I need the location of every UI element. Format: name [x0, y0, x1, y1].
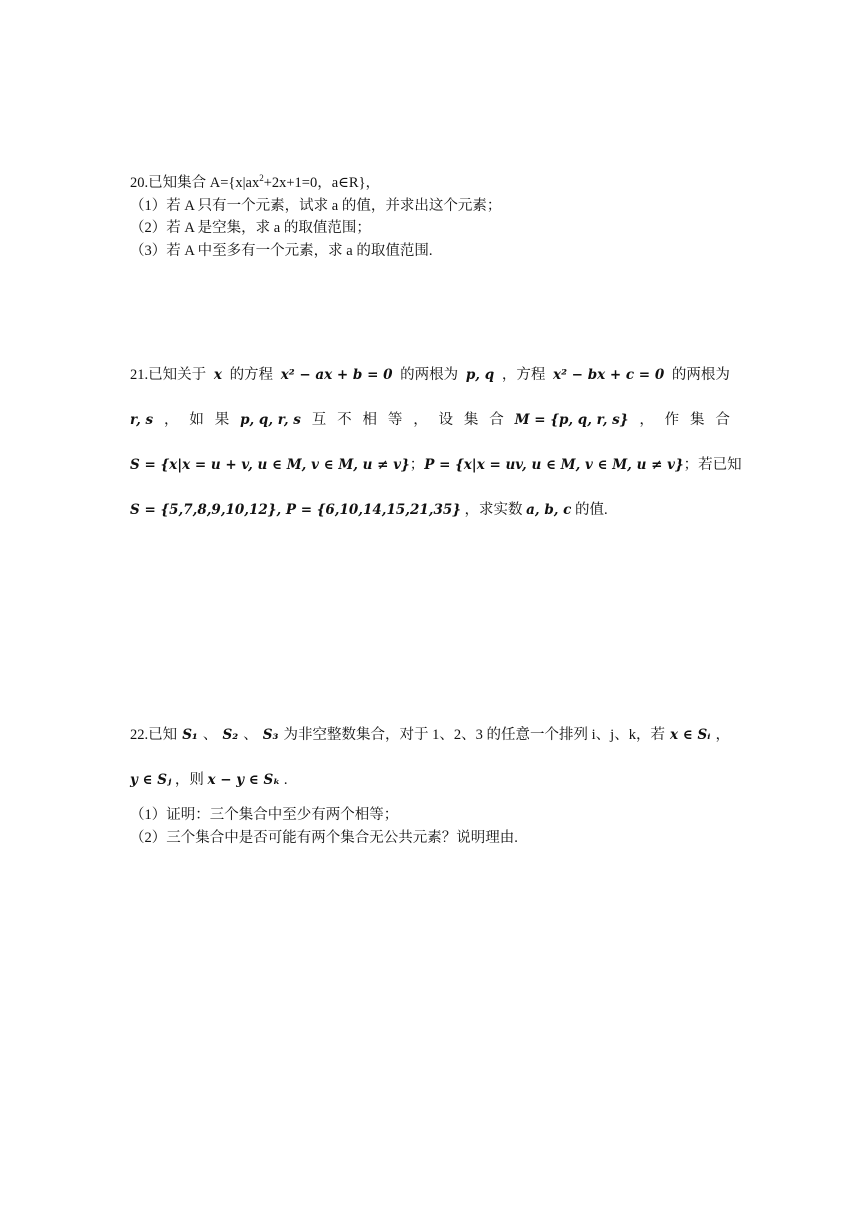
q21-text: ，方程	[501, 367, 546, 383]
q22-text: 、	[243, 727, 258, 743]
q21-line2	[130, 411, 730, 429]
q21-math-given-sets: S = {5,7,8,9,10,12}, P = {6,10,14,15,21,35}	[130, 502, 461, 518]
q21-math-set-s: S = {x|x = u + v, u ∈ M, v ∈ M, u ≠ v}	[130, 457, 410, 473]
q21-text: 作	[664, 412, 680, 428]
q22-text: .	[283, 772, 288, 788]
q22-line1	[130, 726, 730, 744]
q21-math-set-p: P = {x|x = uv, u ∈ M, v ∈ M, u ≠ v}	[424, 457, 684, 473]
q21-text: 的值.	[575, 502, 608, 518]
q21-line4	[130, 501, 730, 519]
q21-math-abc: a, b, c	[526, 502, 572, 518]
q21-text: 互	[311, 412, 327, 428]
q21-text: 的两根为	[400, 367, 459, 383]
q21-text: 等	[387, 412, 403, 428]
q21-math-set-m: M = {p, q, r, s}	[514, 412, 629, 428]
q21-math-rs: r, s	[130, 412, 154, 428]
q21-text: 合	[489, 412, 504, 428]
q21-text: 集	[463, 412, 479, 428]
q22-text: 22.已知	[130, 727, 178, 743]
q22-math-s2: S₂	[222, 727, 239, 743]
q21-text: ，求实数	[464, 502, 523, 518]
q22-text: ，	[715, 727, 730, 743]
q20-stem	[130, 174, 730, 192]
q21-text: ，	[413, 412, 428, 428]
q20-part2: （2）若 A 是空集，求 a 的取值范围；	[130, 220, 371, 236]
q22-math-s3: S₃	[262, 727, 279, 743]
q21-text: 21.已知关于	[130, 367, 207, 383]
q20-part1: （1）若 A 只有一个元素，试求 a 的值，并求出这个元素；	[130, 198, 502, 214]
q21-text: ；若已知	[683, 457, 742, 473]
q22-part2: （2）三个集合中是否可能有两个集合无公共元素？说明理由.	[130, 830, 518, 846]
q21-text: ，	[164, 412, 179, 428]
q22-math-y-in-sj: y ∈ Sⱼ	[130, 772, 172, 788]
q21-text: 设	[438, 412, 454, 428]
q21-text: 集	[690, 412, 705, 428]
q21-line1	[130, 366, 730, 384]
q21-text: 的两根为	[671, 367, 730, 383]
q20-stem-text-end: +2x+1=0，a∈R}，	[263, 175, 381, 191]
q20-exponent: 2	[259, 173, 264, 184]
q22-math-diff-in-sk: x − y ∈ Sₖ	[207, 772, 281, 788]
q22-text: 为非空整数集合，对于 1、2、3 的任意一个排列 i、j、k，若	[283, 727, 665, 743]
q21-text: 果	[214, 412, 230, 428]
q21-text: ，	[639, 412, 654, 428]
q21-math-pq: p, q	[465, 367, 495, 383]
q21-text: 不	[337, 412, 352, 428]
q21-math-equation2: x² − bx + c = 0	[553, 367, 665, 383]
q21-text: 相	[362, 412, 377, 428]
q21-math-x: x	[213, 367, 222, 383]
q21-math-pqrs: p, q, r, s	[240, 412, 301, 428]
q22-math-s1: S₁	[182, 727, 198, 743]
q21-text: ；	[409, 457, 425, 473]
q22-math-x-in-si: x ∈ Sᵢ	[670, 727, 711, 743]
q20-part3: （3）若 A 中至多有一个元素，求 a 的取值范围.	[130, 243, 433, 259]
q21-text: 的方程	[229, 367, 274, 383]
q22-text: ，则	[174, 772, 204, 788]
q21-text: 合	[715, 412, 730, 428]
q22-part1: （1）证明：三个集合中至少有两个相等；	[130, 807, 399, 823]
q21-line3	[130, 456, 742, 474]
q21-math-equation1: x² − ax + b = 0	[280, 367, 393, 383]
q22-text: 、	[202, 727, 218, 743]
q22-line2	[130, 771, 730, 789]
q20-stem-text: 20.已知集合 A={x|ax	[130, 175, 260, 191]
q21-text: 如	[189, 412, 204, 428]
